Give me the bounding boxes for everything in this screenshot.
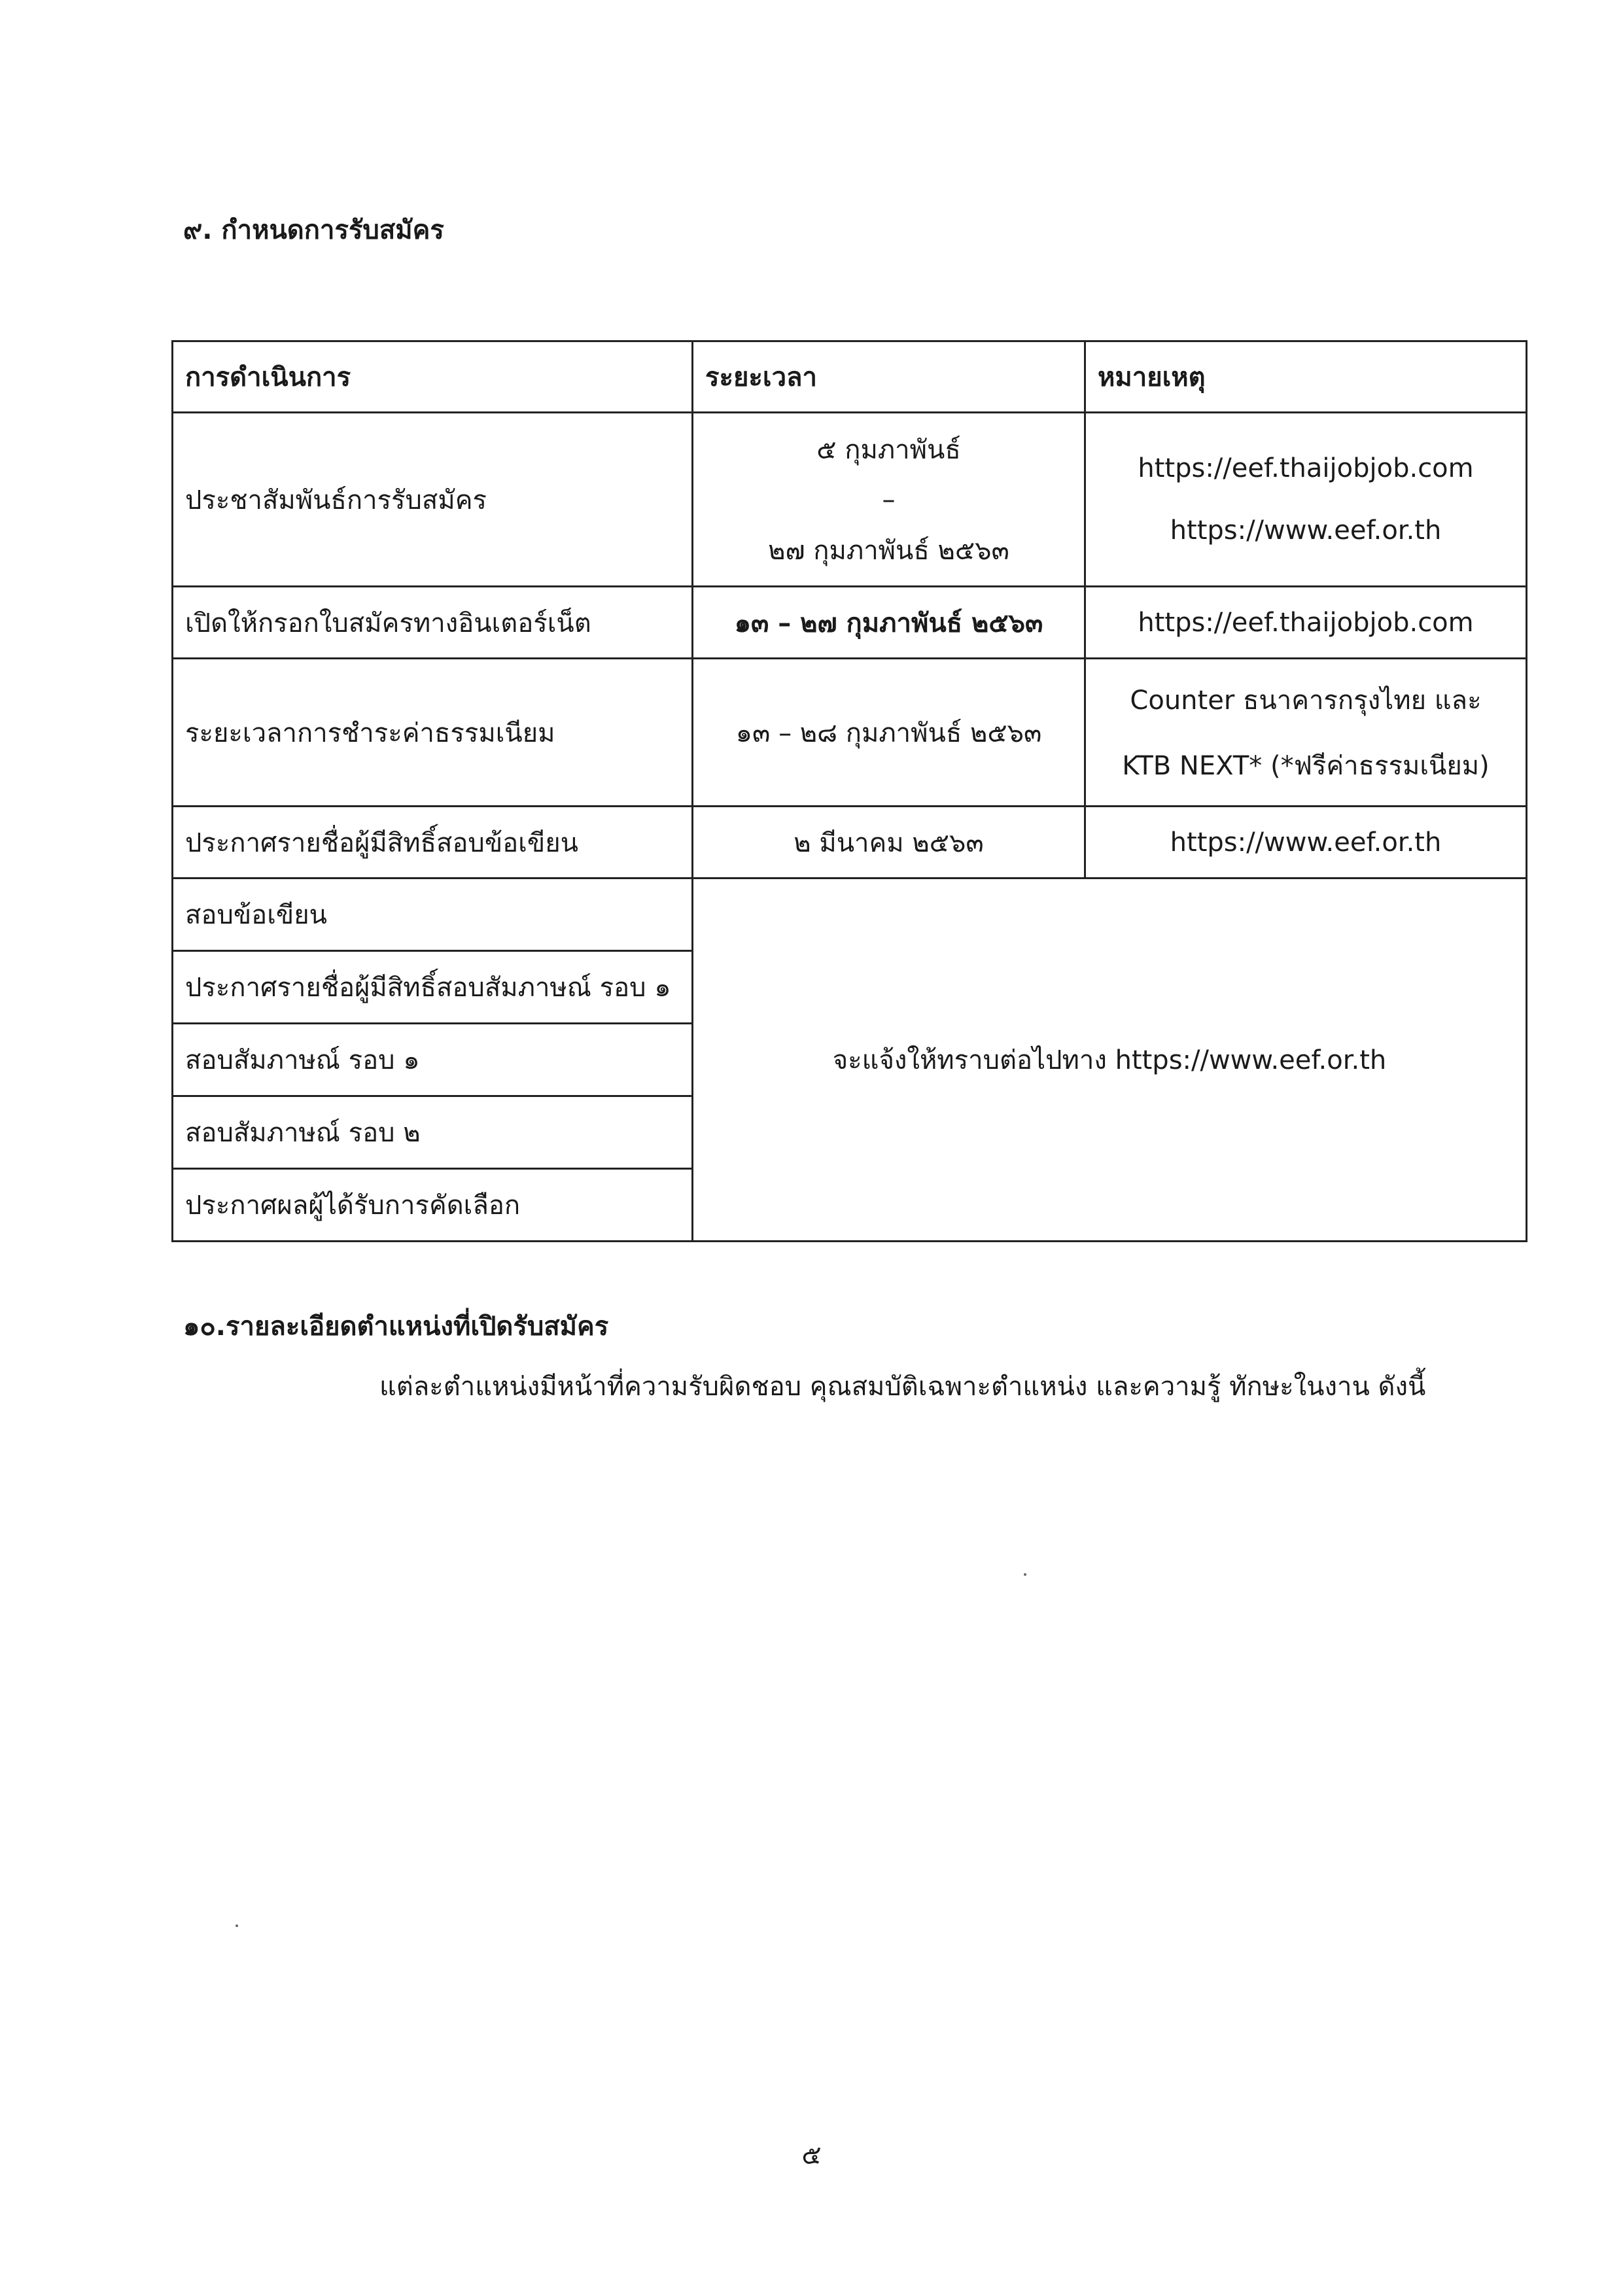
activity-cell: สอบสัมภาษณ์ รอบ ๒ [173,1096,693,1169]
activity-cell: ประกาศรายชื่อผู้มีสิทธิ์สอบสัมภาษณ์ รอบ ๑ [173,951,693,1024]
later-note-cell: จะแจ้งให้ทราบต่อไปทาง https://www.eef.or.th [693,878,1527,1242]
note-text: Counter ธนาคารกรุงไทย และ [1130,685,1482,716]
table-row [173,807,1527,878]
note-cell [1085,659,1527,807]
activity-cell: ประกาศรายชื่อผู้มีสิทธิ์สอบข้อเขียน [173,807,693,878]
activity-cell: เปิดให้กรอกใบสมัครทางอินเตอร์เน็ต [173,587,693,659]
table-header-row [173,341,1527,413]
note-link[interactable]: https://www.eef.or.th [1170,515,1442,546]
note-link[interactable]: https://www.eef.or.th [1085,807,1527,878]
scan-speck [1024,1573,1026,1576]
page-number: ๕ [801,2140,822,2170]
header-period: ระยะเวลา [693,341,1085,413]
table-row [173,413,1527,587]
activity-cell: สอบข้อเขียน [173,878,693,951]
period-start: ๕ กุมภาพันธ์ [816,434,961,465]
activity-cell: ระยะเวลาการชำระค่าธรรมเนียม [173,659,693,807]
header-note: หมายเหตุ [1085,341,1527,413]
section-9-title: ๙. กำหนดการรับสมัคร [183,215,444,245]
scan-speck [236,1924,238,1927]
header-activity: การดำเนินการ [173,341,693,413]
period-cell: ๑๓ – ๒๗ กุมภาพันธ์ ๒๕๖๓ [693,587,1085,659]
table-row [173,659,1527,807]
activity-cell: ประชาสัมพันธ์การรับสมัคร [173,413,693,587]
section-10-title: ๑๐.รายละเอียดตำแหน่งที่เปิดรับสมัคร [183,1312,609,1342]
section-10-body: แต่ละตำแหน่งมีหน้าที่ความรับผิดชอบ คุณสมบัติเฉพาะตำแหน่ง และความรู้ ทักษะในงาน ดังนี้ [379,1372,1426,1402]
period-cell: ๑๓ – ๒๘ กุมภาพันธ์ ๒๕๖๓ [693,659,1085,807]
schedule-table [171,340,1527,1242]
note-link[interactable]: https://eef.thaijobjob.com [1138,453,1474,483]
activity-cell: สอบสัมภาษณ์ รอบ ๑ [173,1024,693,1096]
table-row [173,878,1527,951]
period-separator: – [882,484,896,515]
note-link[interactable]: https://eef.thaijobjob.com [1085,587,1527,659]
period-end: ๒๗ กุมภาพันธ์ ๒๕๖๓ [768,535,1009,566]
activity-cell: ประกาศผลผู้ได้รับการคัดเลือก [173,1169,693,1242]
table-row [173,587,1527,659]
note-cell [1085,413,1527,587]
note-text: KTB NEXT* (*ฟรีค่าธรรมเนียม) [1122,750,1490,781]
period-cell [693,413,1085,587]
period-cell: ๒ มีนาคม ๒๕๖๓ [693,807,1085,878]
